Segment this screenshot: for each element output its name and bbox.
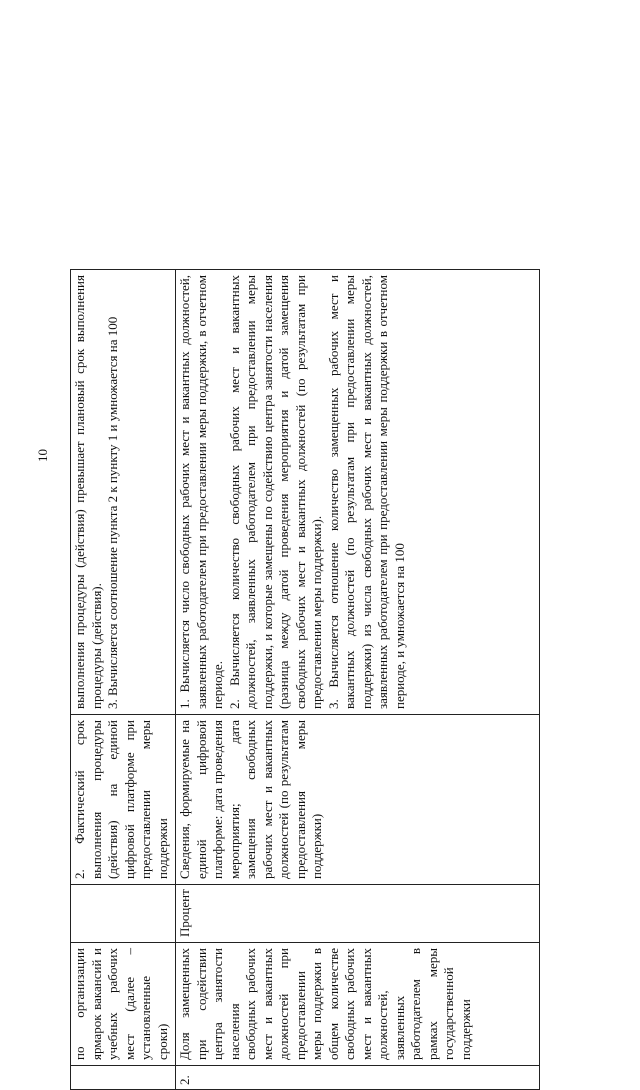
method-paragraph: выполнения процедуры (действия) превышает плановый срок выполнения процедуры (действия). xyxy=(72,275,104,709)
table-row xyxy=(71,270,176,1090)
indicator-name-cell: Доля замещенных при содействии центра занятости населения свободных рабочих мест и вакантных должностей при предоставлении меры поддержки в общем количестве свободных рабочих мест и вакантных должностей, заявленных работодателем в рамках меры государственной поддержки xyxy=(176,943,540,1066)
unit-cell: Процент xyxy=(176,885,540,943)
unit-cell xyxy=(71,885,176,943)
source-cell: 2. Фактический срок выполнения процедуры (действия) на единой цифровой платформе при предоставлении меры поддержки xyxy=(71,715,176,885)
indicator-name-cell: по организации ярмарок вакансий и учебных рабочих мест (далее – установленные сроки) xyxy=(71,943,176,1066)
page-number: 10 xyxy=(35,449,50,462)
method-paragraph: 1. Вычисляется число свободных рабочих мест и вакантных должностей, заявленных работодателем при предоставлении меры поддержки, в отчетном периоде. xyxy=(177,275,225,709)
method-cell xyxy=(176,270,540,715)
row-number-cell xyxy=(71,1066,176,1090)
method-cell xyxy=(71,270,176,715)
table-row xyxy=(176,270,540,1090)
rotated-table-container xyxy=(70,270,540,1090)
method-paragraph: 3. Вычисляется соотношение пункта 2 к пункту 1 и умножается на 100 xyxy=(105,316,120,709)
method-paragraph: 2. Вычисляется количество свободных рабочих мест и вакантных должностей, заявленных работодателем при предоставлении меры поддержки, и которые замещены по содействию центра занятости населения (разница между датой проведения мероприятия и датой замещения свободных рабочих мест и вакантных должностей (по результатам при предоставлении меры поддержки). xyxy=(226,275,324,709)
row-number-cell: 2. xyxy=(176,1066,540,1090)
source-cell: Сведения, формируемые на единой цифровой платформе: дата проведения мероприятия; дата замещения свободных рабочих мест и вакантных должностей (по результатам предоставления меры поддержки) xyxy=(176,715,540,885)
method-paragraph: 3. Вычисляется отношение количество замещенных рабочих мест и вакантных должностей (по результатам при предоставлении меры поддержки) из числа свободных рабочих мест и вакантных должностей, заявленных работодателем при предоставлении меры поддержки в отчетном периоде, и умножается на 100 xyxy=(325,275,407,709)
indicator-table xyxy=(70,269,540,1090)
